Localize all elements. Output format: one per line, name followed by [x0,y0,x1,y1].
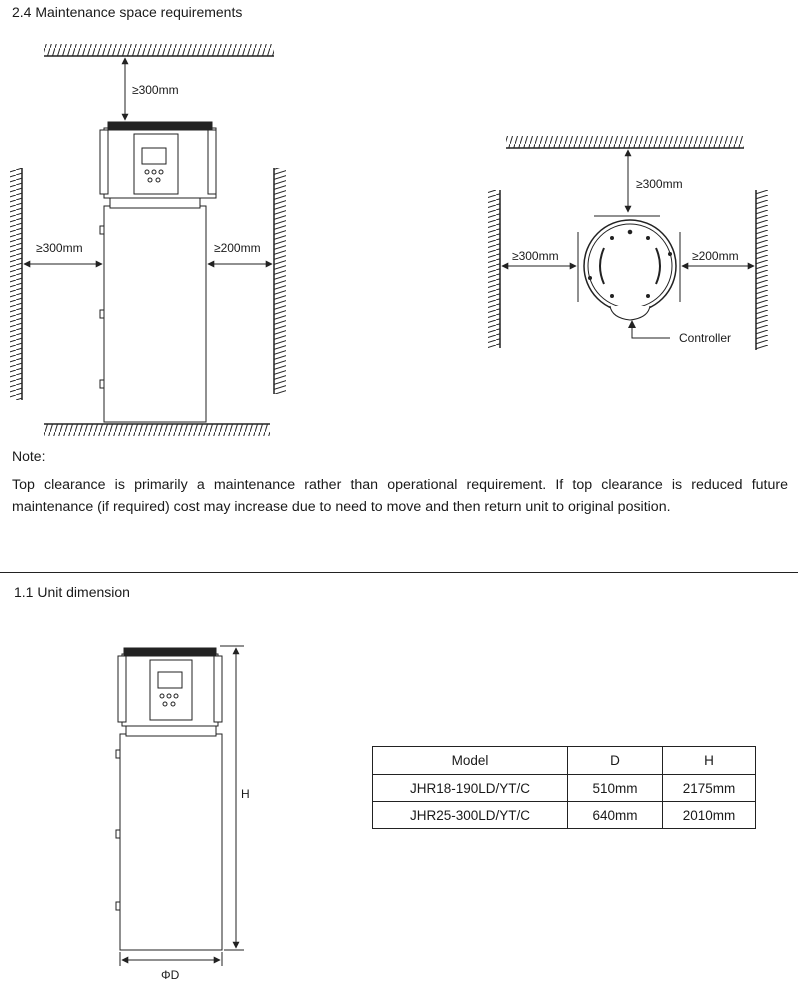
controller-label: Controller [679,331,732,345]
table-header-d: D [568,747,663,775]
note-body [12,474,788,518]
front-view-ceiling [44,44,274,56]
front-left-clearance-label: ≥300mm [36,241,83,255]
top-view-ceiling [506,136,744,148]
front-view-left-wall [10,168,22,400]
section-maintenance-title: 2.4 Maintenance space requirements [12,4,243,20]
table-cell-d: 640mm [568,802,663,829]
table-row [373,802,756,829]
controller-leader [632,326,670,338]
top-view-right-clearance-label: ≥200mm [692,249,739,263]
table-cell-model: JHR18-190LD/YT/C [373,775,568,802]
note-line-1: Top clearance is primarily a maintenance rather than operational requirement. If top clearance is reduced future [12,477,788,493]
table-cell-h: 2175mm [663,775,756,802]
top-view-unit [578,216,680,320]
dimension-table [372,746,756,829]
top-view-right-wall [756,190,768,350]
table-cell-model: JHR25-300LD/YT/C [373,802,568,829]
front-view-right-wall [274,168,286,394]
height-label: H [241,787,250,801]
front-right-clearance-label: ≥200mm [214,241,261,255]
table-header-model: Model [373,747,568,775]
note-label: Note: [12,448,46,464]
top-view-left-wall [488,190,500,348]
table-header-h: H [663,747,756,775]
front-view-unit [100,122,216,422]
dimension-unit [116,648,222,950]
dimension-diagram [0,600,360,988]
table-header-row [373,747,756,775]
top-view-left-clearance-label: ≥300mm [512,249,559,263]
front-top-clearance-label: ≥300mm [132,83,179,97]
front-view-floor [44,424,270,436]
top-view-top-clearance-label: ≥300mm [636,177,683,191]
section-dimension-title: 1.1 Unit dimension [14,584,130,600]
table-row [373,775,756,802]
table-cell-d: 510mm [568,775,663,802]
diameter-label: ΦD [161,968,180,982]
table-cell-h: 2010mm [663,802,756,829]
section-divider [0,572,798,573]
note-line-2: maintenance (if required) cost may increase due to need to move and then return unit to original position. [12,499,671,515]
